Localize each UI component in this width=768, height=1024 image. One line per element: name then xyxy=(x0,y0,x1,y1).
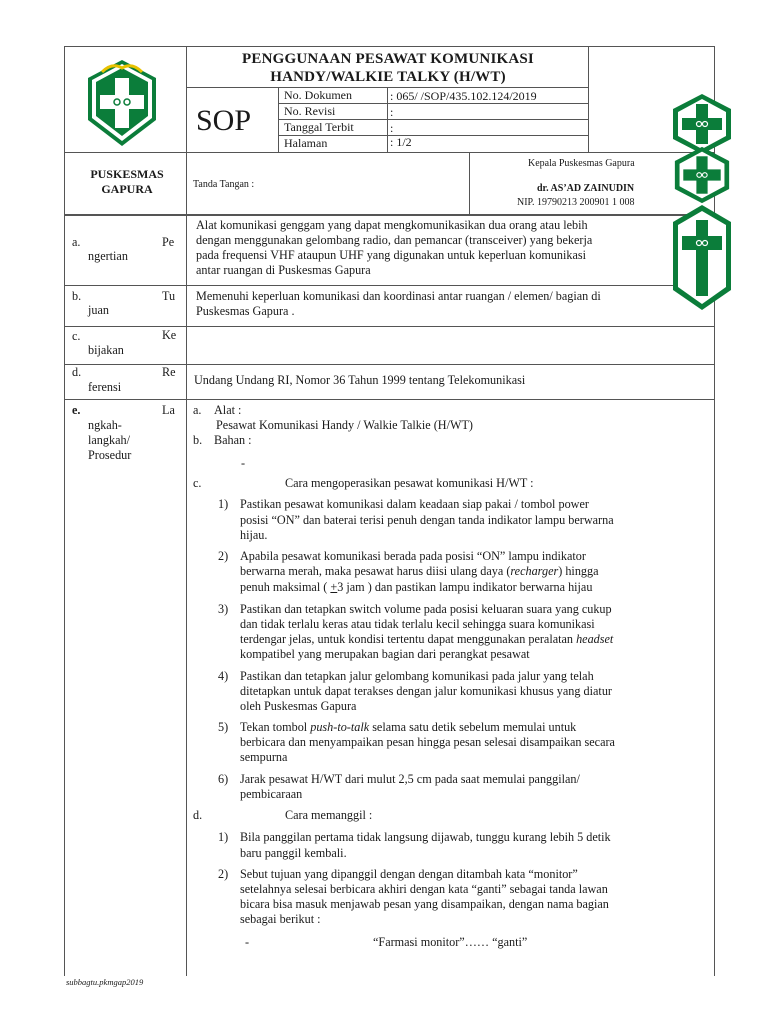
section-e-head2: ngkah- xyxy=(88,418,122,432)
section-e-head1: La xyxy=(162,403,175,417)
proc-b-label: b. xyxy=(193,433,203,447)
c-item-3-line-1: Pastikan dan tetapkan switch volume pada posisi keluaran suara yang cukup xyxy=(240,602,612,616)
d-item-2-line-2: setelahnya selesai berbicara akhiri dengan kata “ganti” sebagai tanda lawan xyxy=(240,882,608,896)
doc-title-line1: PENGGUNAAN PESAWAT KOMUNIKASI xyxy=(242,51,534,67)
c-item-2-line-3: penuh maksimal ( +3 jam ) dan pastikan lampu indikator berwarna hijau xyxy=(240,580,593,594)
c-item-4-num: 4) xyxy=(218,669,229,683)
c-item-5-num: 5) xyxy=(218,720,229,734)
section-a-head2: ngertian xyxy=(88,249,128,263)
section-b-head2: juan xyxy=(88,303,109,317)
section-e-head3: langkah/ xyxy=(88,433,130,447)
pengertian-line-2: dengan menggunakan gelombang radio, dan pemancar (transceiver) yang bekerja xyxy=(196,233,593,247)
c-item-5-line-1: Tekan tombol push-to-talk selama satu detik sebelum memulai untuk xyxy=(240,720,577,734)
d-item-2-num: 2) xyxy=(218,867,229,881)
side-logo-2-icon xyxy=(673,146,731,204)
meta-value-no-revisi: : xyxy=(390,105,394,119)
section-d-head2: ferensi xyxy=(88,380,122,394)
meta-label-halaman: Halaman xyxy=(284,136,328,150)
c-item-5-line-3: sempurna xyxy=(240,750,288,764)
c-item-1-line-1: Pastikan pesawat komunikasi dalam keadaan siap pakai / tombol power xyxy=(240,497,589,511)
d-item-1-line-2: baru panggil kembali. xyxy=(240,846,347,860)
head-name: dr. AS’AD ZAINUDIN xyxy=(537,183,635,194)
header-bottom-border xyxy=(64,214,715,216)
c-item-3-line-3: terdengar jelas, untuk kondisi tertentu dapat menggunakan peralatan headset xyxy=(240,632,614,646)
c-item-6-line-1: Jarak pesawat H/WT dari mulut 2,5 cm pada saat memulai panggilan/ xyxy=(240,772,580,786)
title-underline xyxy=(187,87,589,88)
footer-note: subbagtu.pkmgap2019 xyxy=(66,977,144,987)
section-d-letter: d. xyxy=(72,365,82,379)
proc-d-title: Cara memanggil : xyxy=(285,808,373,822)
italic-term: recharger xyxy=(510,564,559,578)
section-c-head2: bijakan xyxy=(88,343,124,357)
referensi-text: Undang Undang RI, Nomor 36 Tahun 1999 tentang Telekomunikasi xyxy=(194,373,526,387)
section-b-head1: Tu xyxy=(162,289,176,303)
c-item-3-num: 3) xyxy=(218,602,229,616)
proc-c-label: c. xyxy=(193,476,202,490)
proc-a-item: Pesawat Komunikasi Handy / Walkie Talkie (H/WT) xyxy=(216,418,473,432)
sop-label: SOP xyxy=(196,104,252,137)
c-item-4-line-1: Pastikan dan tetapkan jalur gelombang komunikasi pada jalur yang telah xyxy=(240,669,594,683)
header-split xyxy=(469,152,470,214)
meta-label-no-revisi: No. Revisi xyxy=(284,104,336,118)
d-example: “Farmasi monitor”…… “ganti” xyxy=(373,935,528,949)
italic-term: push-to-talk xyxy=(310,720,370,734)
pengertian-line-4: antar ruangan di Puskesmas Gapura xyxy=(196,263,371,277)
pengertian-line-3: pada frequensi VHF ataupun UHF yang digunakan untuk keperluan komunikasi xyxy=(196,248,587,262)
side-logo-3-icon xyxy=(671,204,733,312)
section-a-head1: Pe xyxy=(162,235,175,249)
c-item-2-num: 2) xyxy=(218,549,229,563)
pengertian-line-1: Alat komunikasi genggam yang dapat mengkomunikasikan dua orang atau lebih xyxy=(196,218,588,232)
d-item-1-num: 1) xyxy=(218,830,229,844)
plus-minus-sign: + xyxy=(330,580,338,594)
meta-label-no-dokumen: No. Dokumen xyxy=(284,88,352,102)
c-item-4-line-2: ditetapkan untuk dapat terakses dengan jalur komunikasi khusus yang diatur xyxy=(240,684,612,698)
meta-value-tanggal-terbit: : xyxy=(390,121,394,135)
section-a-letter: a. xyxy=(72,235,81,249)
row-divider-b xyxy=(64,326,715,327)
puskesmas-logo xyxy=(82,58,162,150)
proc-c-title: Cara mengoperasikan pesawat komunikasi H/WT : xyxy=(285,476,534,490)
section-e-letter: e. xyxy=(72,403,81,417)
table-top-border xyxy=(64,46,715,47)
c-item-3-line-2: dan tidak terlalu keras atau tidak terlalu kecil sehingga suara komunikasi xyxy=(240,617,595,631)
table-left-border xyxy=(64,46,65,976)
c-item-1-num: 1) xyxy=(218,497,229,511)
d-item-2-line-4: sebagai berikut : xyxy=(240,912,321,926)
tujuan-line-1: Memenuhi keperluan komunikasi dan koordinasi antar ruangan / elemen/ bagian di xyxy=(196,289,601,303)
section-b-letter: b. xyxy=(72,289,82,303)
head-nip: NIP. 19790213 200901 1 008 xyxy=(517,197,635,208)
tujuan-line-2: Puskesmas Gapura . xyxy=(196,304,295,318)
header-divider xyxy=(64,152,715,153)
proc-b-title: Bahan : xyxy=(214,433,252,447)
row-divider-a xyxy=(64,285,715,286)
org-name-line2: GAPURA xyxy=(101,182,153,196)
row-divider-d xyxy=(64,399,715,400)
c-item-3-line-4: kompatibel yang merupakan bagian dari perangkat pesawat xyxy=(240,647,530,661)
section-e-head4: Prosedur xyxy=(88,448,132,462)
c-item-1-line-2: posisi “ON” dan baterai terisi penuh dengan tanda indikator lampu berwarna xyxy=(240,513,614,527)
section-c-letter: c. xyxy=(72,329,81,343)
c-item-2-line-2: berwarna merah, maka pesawat harus diisi ulang daya (recharger) hingga xyxy=(240,564,599,578)
meta-label-tanggal-terbit: Tanggal Terbit xyxy=(284,120,354,134)
proc-d-label: d. xyxy=(193,808,203,822)
c-item-6-num: 6) xyxy=(218,772,229,786)
d-item-2-line-1: Sebut tujuan yang dipanggil dengan dengan ditambah kata “monitor” xyxy=(240,867,578,881)
c-item-2-line-1: Apabila pesawat komunikasi berada pada posisi “ON” lampu indikator xyxy=(240,549,586,563)
d-item-1-line-1: Bila panggilan pertama tidak langsung dijawab, tunggu kurang lebih 5 detik xyxy=(240,830,611,844)
head-title: Kepala Puskesmas Gapura xyxy=(528,158,635,169)
meta-value-no-dokumen: : 065/ /SOP/435.102.124/2019 xyxy=(390,89,537,103)
d-example-dash: - xyxy=(245,935,250,949)
proc-a-title: Alat : xyxy=(214,403,242,417)
italic-term: headset xyxy=(576,632,614,646)
org-name-line1: PUSKESMAS xyxy=(90,167,164,181)
c-item-1-line-3: hijau. xyxy=(240,528,268,542)
proc-a-label: a. xyxy=(193,403,202,417)
c-item-6-line-2: pembicaraan xyxy=(240,787,303,801)
signature-label: Tanda Tangan : xyxy=(193,179,255,190)
section-d-head1: Re xyxy=(162,365,176,379)
c-item-5-line-2: berbicara dan menyampaikan pesan hingga pesan selesai disampaikan secara xyxy=(240,735,615,749)
d-item-2-line-3: bicara bisa masuk menjawab pesan yang disampaikan, dengan nama bagian xyxy=(240,897,609,911)
c-item-4-line-3: oleh Puskesmas Gapura xyxy=(240,699,357,713)
section-c-head1: Ke xyxy=(162,328,177,342)
doc-title-line2: HANDY/WALKIE TALKY (H/WT) xyxy=(270,69,506,85)
proc-b-dash: - xyxy=(241,456,246,470)
meta-value-halaman: : 1/2 xyxy=(390,135,412,149)
meta-right-border xyxy=(588,46,589,152)
